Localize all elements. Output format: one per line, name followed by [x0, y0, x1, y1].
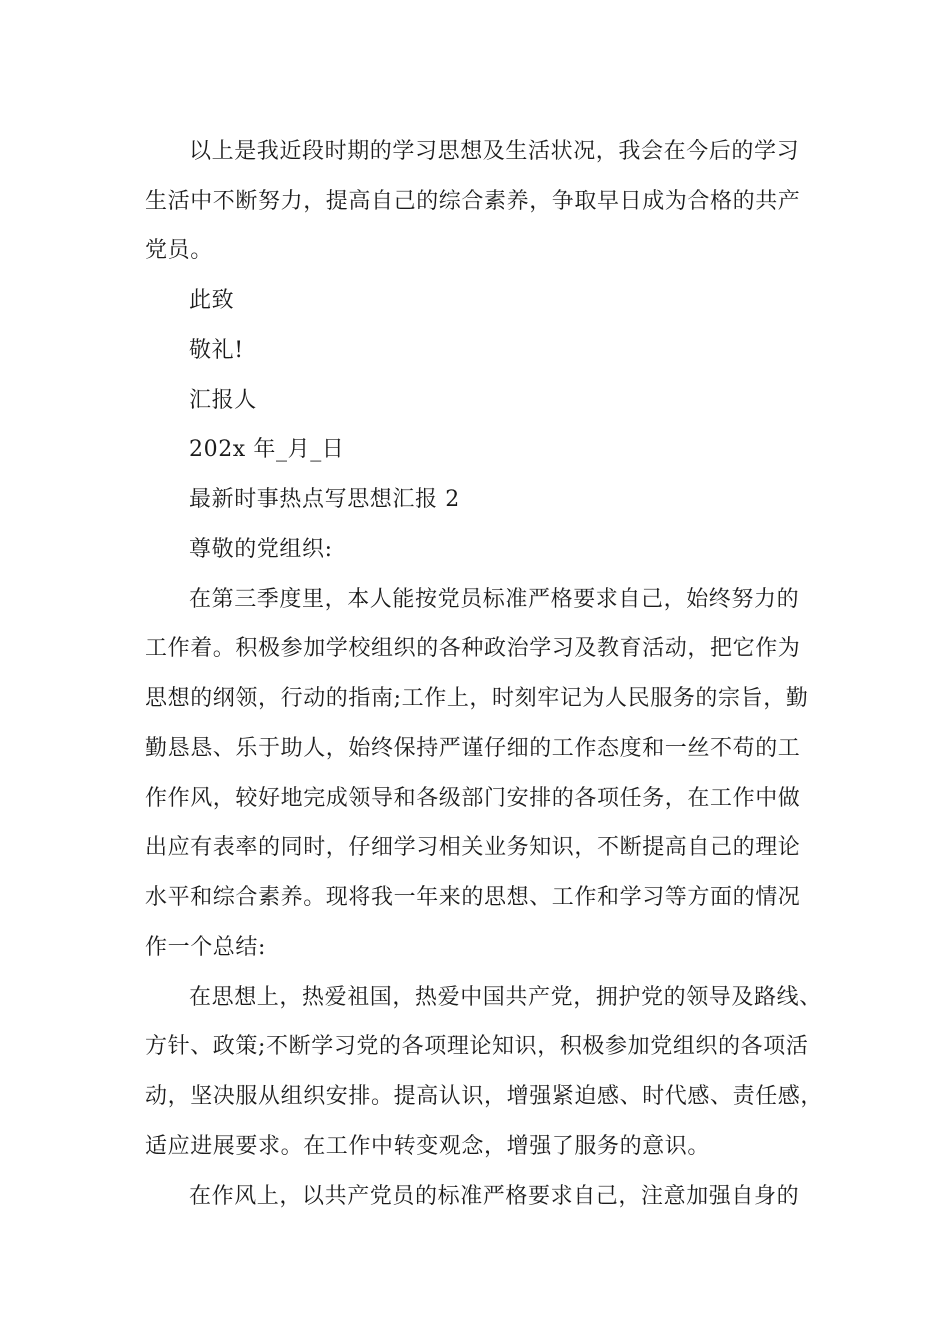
paragraph-line: 在第三季度里，本人能按党员标准严格要求自己，始终努力的 — [189, 587, 800, 612]
paragraph-line: 勤恳恳、乐于助人，始终保持严谨仔细的工作态度和一丝不苟的工 — [145, 736, 801, 761]
paragraph-line: 生活中不断努力，提高自己的综合素养，争取早日成为合格的共产 — [145, 189, 801, 214]
paragraph-line: 在作风上，以共产党员的标准严格要求自己，注意加强自身的 — [189, 1184, 800, 1209]
paragraph-line: 在思想上，热爱祖国，热爱中国共产党，拥护党的领导及路线、 — [189, 985, 822, 1010]
paragraph-line: 出应有表率的同时，仔细学习相关业务知识，不断提高自己的理论 — [145, 835, 801, 860]
date-line: 202x 年_月_日 — [189, 437, 345, 462]
salutation-line: 敬礼! — [189, 338, 244, 363]
greeting-line: 尊敬的党组织: — [189, 537, 333, 562]
paragraph-line: 党员。 — [145, 238, 213, 263]
paragraph-line: 工作着。积极参加学校组织的各种政治学习及教育活动，把它作为 — [145, 636, 801, 661]
signature-line: 汇报人 — [189, 388, 257, 413]
paragraph-line: 动，坚决服从组织安排。提高认识，增强紧迫感、时代感、责任感， — [145, 1084, 824, 1109]
paragraph-line: 方针、政策;不断学习党的各项理论知识，积极参加党组织的各项活 — [145, 1034, 809, 1059]
paragraph-line: 以上是我近段时期的学习思想及生活状况，我会在今后的学习 — [189, 139, 800, 164]
section-title: 最新时事热点写思想汇报 2 — [189, 487, 460, 512]
paragraph-line: 作一个总结: — [145, 935, 267, 960]
paragraph-line: 水平和综合素养。现将我一年来的思想、工作和学习等方面的情况 — [145, 885, 801, 910]
salutation-line: 此致 — [189, 288, 235, 313]
paragraph-line: 作作风，较好地完成领导和各级部门安排的各项任务，在工作中做 — [145, 786, 801, 811]
paragraph-line: 适应进展要求。在工作中转变观念，增强了服务的意识。 — [145, 1134, 711, 1159]
paragraph-line: 思想的纲领，行动的指南;工作上，时刻牢记为人民服务的宗旨，勤 — [145, 686, 809, 711]
